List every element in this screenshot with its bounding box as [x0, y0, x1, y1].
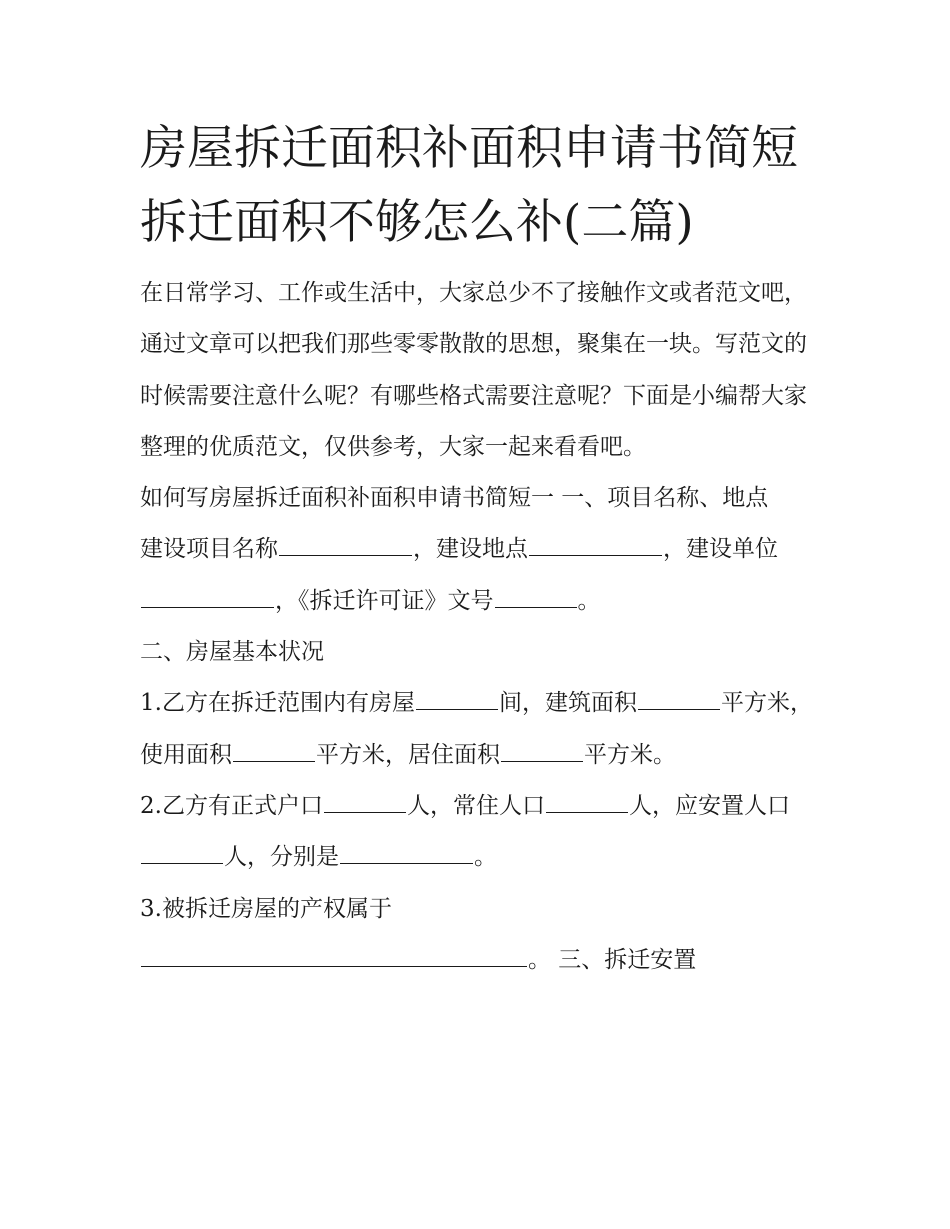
item-three-paragraph — [140, 884, 820, 987]
item-one-text-d: 平方米，居住面积 — [316, 741, 500, 768]
project-location-blank — [529, 531, 662, 556]
item-one-text-a: 1.乙方在拆迁范围内有房屋 — [140, 690, 415, 717]
item-one-paragraph — [140, 678, 820, 781]
project-name-label: 建设项目名称 — [140, 536, 278, 563]
rooms-blank — [416, 685, 498, 710]
document-title: 房屋拆迁面积补面积申请书简短 拆迁面积不够怎么补(二篇) — [140, 121, 798, 250]
permit-number-blank — [495, 583, 577, 608]
item-two-text-a: 2.乙方有正式户口 — [140, 792, 323, 819]
intro-paragraph: 在日常学习、工作或生活中，大家总少不了接触作文或者范文吧，通过文章可以把我们那些零零散散的思想，聚集在一块。写范文的时候需要注意什么呢？有哪些格式需要注意呢？下面是小编帮大家整理的优质范文，仅供参考，大家一起来看看吧。 — [140, 280, 807, 460]
permit-number-label: ，《拆迁许可证》文号 — [275, 587, 494, 614]
item-one-text-c: 平方米，使用面积 — [140, 690, 813, 768]
living-area-blank — [501, 737, 583, 762]
heading-one: 如何写房屋拆迁面积补面积申请书简短一 一、项目名称、地点 — [140, 485, 769, 512]
property-owner-blank — [141, 942, 527, 967]
item-two-text-b: 人，常住人口 — [406, 792, 545, 819]
item-one-text-b: 间，建筑面积 — [498, 690, 637, 717]
section-two-heading: 二、房屋基本状况 — [140, 639, 324, 666]
project-info-paragraph — [140, 524, 820, 627]
resettle-count-blank — [141, 839, 223, 864]
item-two-text-c: 人，应安置人口 — [628, 792, 790, 819]
project-unit-label: ，建设单位 — [663, 536, 778, 563]
building-area-blank — [638, 685, 720, 710]
item-three-text-a: 3.被拆迁房屋的产权属于 — [140, 895, 392, 922]
item-two-text-e: 。 — [474, 844, 497, 871]
usable-area-blank — [233, 737, 315, 762]
item-two-paragraph — [140, 781, 820, 884]
document-page — [140, 112, 820, 986]
registered-residents-blank — [324, 788, 406, 813]
project-end: 。 — [577, 587, 601, 614]
project-location-label: ，建设地点 — [413, 536, 528, 563]
project-name-blank — [279, 531, 412, 556]
item-three-text-b: 。 三、拆迁安置 — [528, 946, 697, 973]
resident-names-blank — [340, 839, 473, 864]
project-unit-blank — [141, 583, 274, 608]
item-two-text-d: 人，分别是 — [224, 844, 339, 871]
item-one-text-e: 平方米。 — [584, 741, 676, 768]
permanent-residents-blank — [546, 788, 628, 813]
